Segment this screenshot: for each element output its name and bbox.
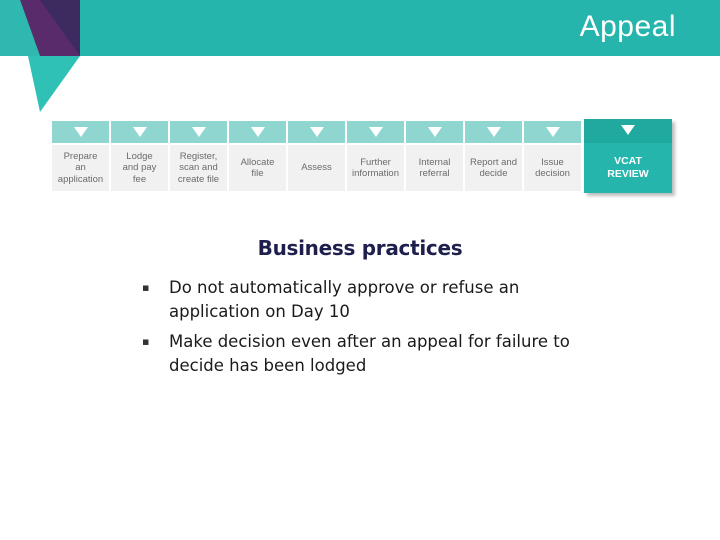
bullet-item: [140, 276, 590, 324]
process-step-assess: [288, 121, 345, 191]
process-step-report-decide: [465, 121, 522, 191]
bullet-text: Make decision even after an appeal for failure to decide has been lodged: [169, 332, 570, 375]
planning-process-flow: [52, 119, 674, 195]
arrow-down-icon: [251, 127, 265, 137]
arrow-down-icon: [74, 127, 88, 137]
arrow-down-icon: [133, 127, 147, 137]
decorative-triangles: [0, 0, 90, 115]
arrow-down-icon: [428, 127, 442, 137]
process-step-label: Register, scan and create file: [170, 145, 227, 191]
process-step-label: Issue decision: [524, 145, 581, 191]
square-bullet-icon: ▪: [142, 335, 150, 348]
process-step-prepare: [52, 121, 109, 191]
bullet-list: [140, 276, 590, 384]
arrow-down-icon: [621, 125, 635, 135]
arrow-down-icon: [487, 127, 501, 137]
process-step-issue-decision: [524, 121, 581, 191]
process-step-lodge: [111, 121, 168, 191]
process-step-label: Report and decide: [465, 145, 522, 191]
arrow-down-icon: [310, 127, 324, 137]
arrow-down-icon: [546, 127, 560, 137]
process-step-register: [170, 121, 227, 191]
process-step-label: Assess: [288, 145, 345, 191]
process-step-label: Internal referral: [406, 145, 463, 191]
process-step-label-highlighted: VCAT REVIEW: [584, 143, 672, 193]
process-step-label: Lodge and pay fee: [111, 145, 168, 191]
square-bullet-icon: ▪: [142, 281, 150, 294]
process-step-vcat-review: [584, 119, 672, 193]
bullet-text: Do not automatically approve or refuse an application on Day 10: [169, 278, 520, 321]
process-step-internal-referral: [406, 121, 463, 191]
slide-title: Appeal: [579, 10, 676, 43]
process-step-label: Allocate file: [229, 145, 286, 191]
process-step-further-information: [347, 121, 404, 191]
process-step-allocate: [229, 121, 286, 191]
arrow-down-icon: [192, 127, 206, 137]
section-heading: Business practices: [257, 236, 463, 260]
process-step-label: Prepare an application: [52, 145, 109, 191]
arrow-down-icon: [369, 127, 383, 137]
bullet-item: [140, 330, 590, 378]
process-step-label: Further information: [347, 145, 404, 191]
